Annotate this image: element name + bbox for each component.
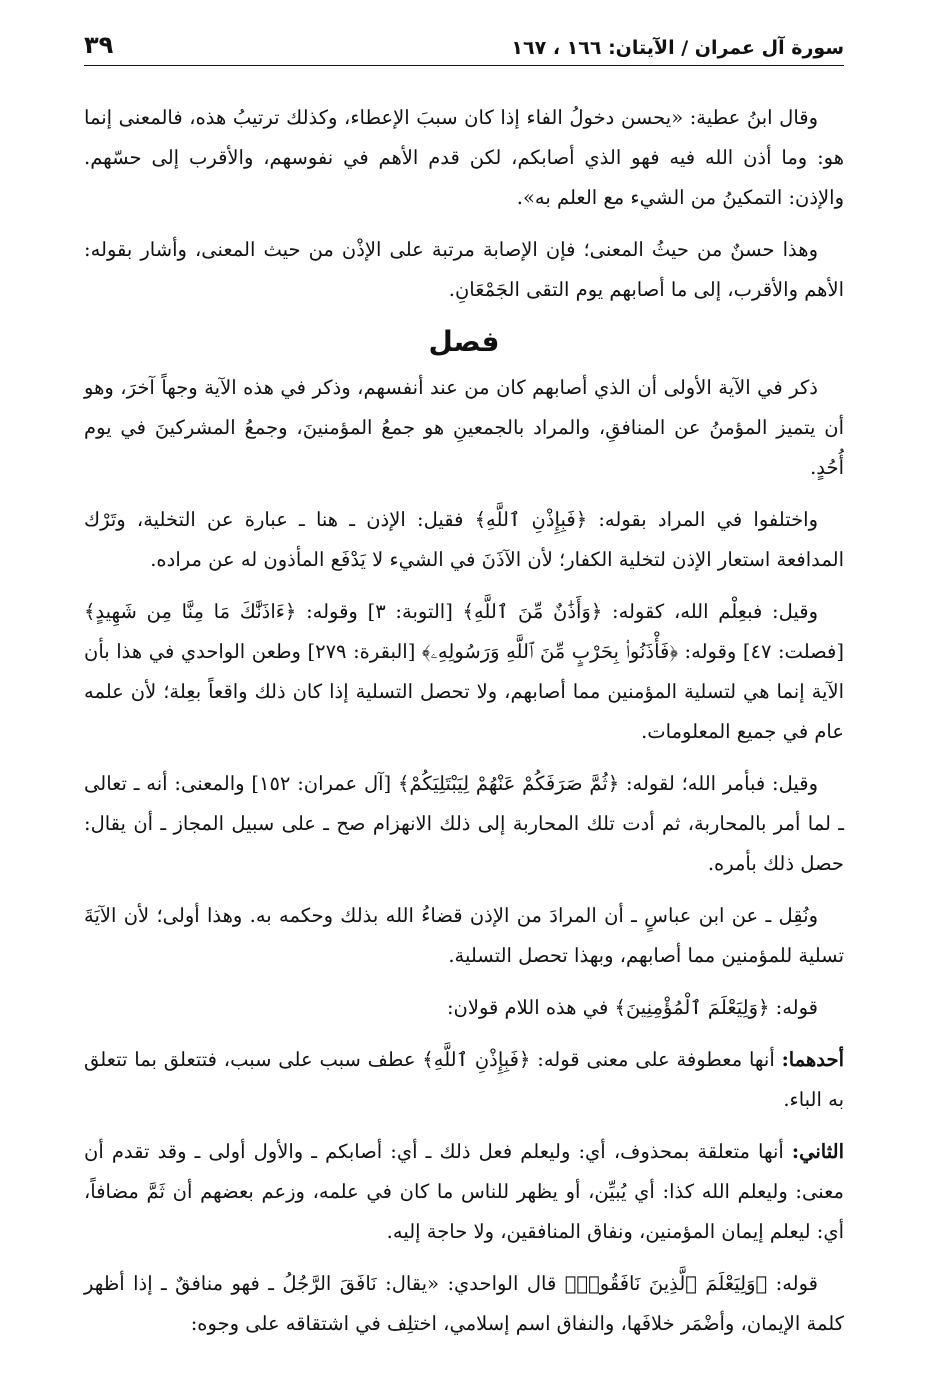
page-body — [84, 98, 844, 1344]
second-opinion-text: أنها متعلقة بمحذوف، أي: وليعلم فعل ذلك ـ أي: أصابكم ـ والأول أولى ـ وقد تقدم أن معنى: وليعلم الله كذا: أي يُبيِّن، أو يظهر للناس ما كان في علمه، وزعم بعضهم أن ثَمَّ مضافاً، أي: ليعلم إيمان المؤمنين، ونفاق المنافقين، ولا حاجة إليه. — [84, 1140, 844, 1243]
first-opinion-text: أنها معطوفة على معنى قوله: ﴿فَبِإِذْنِ ٱللَّهِ﴾ عطف سبب على سبب، فتتعلق بما تتعلق به الباء. — [84, 1048, 844, 1111]
paragraph-two-opinions: قوله: ﴿وَلِيَعْلَمَ ٱلْمُؤْمِنِينَ﴾ في هذه اللام قولان: — [446, 996, 818, 1019]
paragraph-nifaq: قوله: ﴿وَلِيَعْلَمَ ٱلَّذِينَ نَافَقُوا۟﴾ قال الواحدي: «يقال: نَافَقَ الرَّجُلُ ـ فهو منافقٌ ـ إذا أظهر كلمة الإيمان، وأضْمَر خلافَها، والنفاق اسم إسلامي، اختلِف في اشتقاقه على وجوه: — [84, 1272, 844, 1335]
paragraph-meaning-of-idhn: واختلفوا في المراد بقوله: ﴿فَبِإِذْنِ ٱللَّهِ﴾ فقيل: الإذن ـ هنا ـ عبارة عن التخلية، وتَرْك المدافعة استعار الإذن لتخلية الكفار؛ لأن الآذَنَ في الشيء لا يَدْفَع المأذون له عن مراده. — [84, 508, 844, 571]
paragraph-commentary: وهذا حسنٌ من حيثُ المعنى؛ فإن الإصابة مرتبة على الإذْن من حيث المعنى، وأشار بقوله: الأهم والأقرب، إلى ما أصابهم يوم التقى الجَمْعَانِ. — [84, 238, 844, 301]
paragraph-ibn-abbas: ونُقِل ـ عن ابن عباسٍ ـ أن المرادَ من الإذن قضاءُ الله بذلك وحكمه به. وهذا أولى؛ لأن الآيَةَ تسلية للمؤمنين مما أصابهم، وبهذا تحصل التسلية. — [84, 904, 844, 967]
paragraph-by-command: وقيل: فبأمر الله؛ لقوله: ﴿ثُمَّ صَرَفَكُمْ عَنْهُمْ لِيَبْتَلِيَكُمْ﴾ [آل عمران: ١٥٢] والمعنى: أنه ـ تعالى ـ لما أمر بالمحاربة، ثم أدت تلك المحاربة إلى ذلك الانهزام صح ـ على سبيل المجاز ـ أن يقال: حصل ذلك بأمره. — [84, 772, 844, 875]
second-opinion-label: الثاني: — [791, 1140, 844, 1163]
header-title: سورة آل عمران / الآيتان: ١٦٦ ، ١٦٧ — [511, 37, 844, 59]
page-number: ٣٩ — [84, 31, 114, 59]
book-page — [84, 30, 844, 1356]
first-opinion-label: أحدهما: — [781, 1048, 844, 1071]
paragraph-second-opinion — [84, 1132, 844, 1252]
running-header — [84, 30, 844, 66]
paragraph-by-knowledge: وقيل: فبعِلْم الله، كقوله: ﴿وَأَذَٰنٌ مِّنَ ٱللَّهِ﴾ [التوبة: ٣] وقوله: ﴿ءَاذَنَّٰكَ مَا مِنَّا مِن شَهِيدٍ﴾ [فصلت: ٤٧] وقوله: ﴿فَأْذَنُوا۟ بِحَرْبٍ مِّنَ ٱللَّهِ وَرَسُولِهِۦ﴾ [البقرة: ٢٧٩] وطعن الواحدي في هذا بأن الآية إنما هي لتسلية المؤمنين مما أصابهم، ولا تحصل التسلية إذا كان ذلك واقعاً بعِلة؛ لأن علمه عام في جميع المعلومات. — [84, 600, 844, 743]
paragraph-ibn-atiyya: وقال ابنُ عطية: «يحسن دخولُ الفاء إذا كان سببَ الإعطاء، وكذلك ترتيبُ هذه، فالمعنى إنما هو: وما أذن الله فيه فهو الذي أصابكم، لكن قدم الأهم في نفوسهم، والأقرب إلى حسّهم. والإذن: التمكينُ من الشيء مع العلم به». — [84, 106, 844, 209]
section-heading: فصل — [428, 325, 500, 358]
paragraph-two-groups: ذكر في الآية الأولى أن الذي أصابهم كان من عند أنفسهم، وذكر في هذه الآية وجهاً آخرَ، وهو أن يتميز المؤمنُ عن المنافقِ، والمراد بالجمعينِ هو جمعُ المؤمنينَ، وجمعُ المشركينَ في يوم أُحُدٍ. — [84, 376, 845, 479]
paragraph-first-opinion — [84, 1040, 844, 1120]
